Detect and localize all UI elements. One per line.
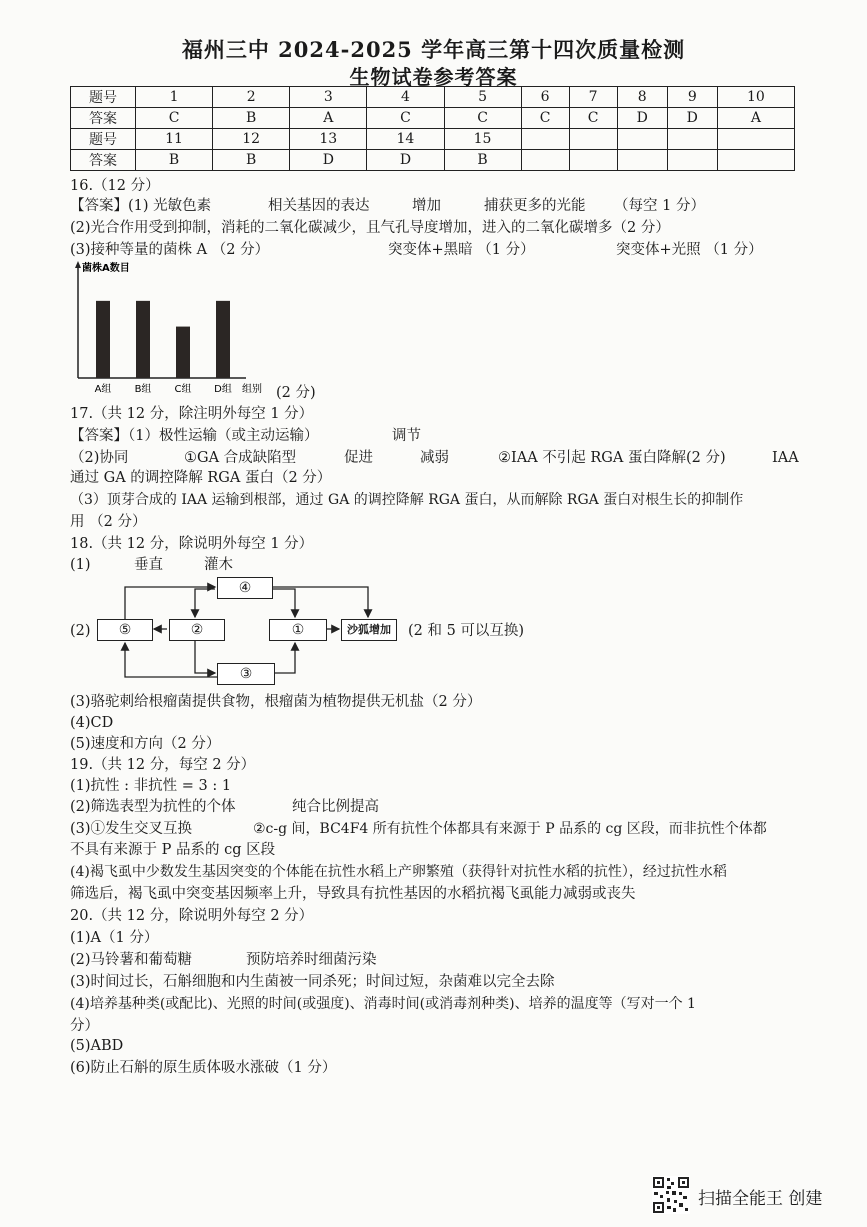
q20-answer-1: (1)A（1 分） — [70, 930, 159, 946]
q17-answer-2f: IAA — [772, 450, 799, 466]
table-cell — [667, 150, 717, 171]
q16-answer-1d: 捕获更多的光能 — [484, 198, 586, 214]
q19-heading: 19.（共 12 分，每空 2 分） — [70, 757, 256, 773]
table-cell: 12 — [213, 129, 290, 150]
table-cell: B — [213, 108, 290, 129]
table-cell: 5 — [444, 87, 521, 108]
q19-answer-1: (1)抗性 : 非抗性 = 3 : 1 — [70, 778, 232, 794]
table-cell: B — [213, 150, 290, 171]
x-tick-label: B组 — [134, 384, 152, 395]
footer-watermark: 扫描全能王 创建 — [698, 1189, 823, 1209]
qr-code-icon — [652, 1176, 690, 1214]
table-cell — [569, 150, 617, 171]
q20-answer-2b: 预防培养时细菌污染 — [246, 952, 377, 968]
x-tick-label: C组 — [174, 384, 192, 395]
bar-3 — [176, 327, 190, 378]
q17-answer-2a: （2)协同 — [70, 450, 129, 466]
table-cell: C — [569, 108, 617, 129]
table-cell: 15 — [444, 129, 521, 150]
q19-answer-2a: (2)筛选表型为抗性的个体 — [70, 799, 236, 815]
table-cell: C — [367, 108, 444, 129]
table-row — [71, 108, 795, 129]
node-4: ④ — [217, 577, 273, 599]
q16-answer-1c: 增加 — [412, 198, 441, 214]
table-cell: 题号 — [71, 129, 136, 150]
q20-answer-2a: (2)马铃薯和葡萄糖 — [70, 952, 193, 968]
q17-answer-2c: 促进 — [344, 450, 373, 466]
x-axis-label: 组别 — [242, 384, 262, 395]
y-axis-arrow — [75, 261, 81, 268]
table-cell — [521, 150, 569, 171]
table-cell — [521, 129, 569, 150]
table-cell: A — [290, 108, 367, 129]
table-cell: 7 — [569, 87, 617, 108]
table-cell: D — [667, 108, 717, 129]
node-1: ① — [269, 619, 327, 641]
q20-heading: 20.（共 12 分，除说明外每空 2 分） — [70, 908, 314, 924]
table-cell: 14 — [367, 129, 444, 150]
table-cell: D — [617, 108, 667, 129]
table-cell: 1 — [136, 87, 213, 108]
q17-answer-1b: 调节 — [392, 428, 421, 444]
node-5: ⑤ — [97, 619, 153, 641]
q19-answer-2b: 纯合比例提高 — [292, 799, 379, 815]
table-cell: 6 — [521, 87, 569, 108]
y-axis-label: 菌株A数目 — [82, 263, 130, 274]
q16-answer-1: 【答案】(1) 光敏色素 — [70, 198, 212, 214]
q16-answer-1b: 相关基因的表达 — [268, 198, 370, 214]
q17-answer-3: 通过 GA 的调控降解 RGA 蛋白（2 分） — [70, 470, 332, 486]
table-cell: B — [444, 150, 521, 171]
q17-answer-5: 用 （2 分） — [70, 514, 147, 530]
q16-answer-1e: （每空 1 分） — [614, 198, 705, 214]
q18-answer-1c: 灌木 — [204, 557, 233, 573]
table-cell — [667, 129, 717, 150]
q16-answer-3c: 突变体+光照 （1 分） — [616, 242, 763, 258]
table-row — [71, 129, 795, 150]
table-cell: 答案 — [71, 108, 136, 129]
table-cell: C — [521, 108, 569, 129]
q16-answer-2: (2)光合作用受到抑制，消耗的二氧化碳减少，且气孔导度增加，进入的二氧化碳增多（2 分） — [70, 220, 670, 236]
q18-diagram-note: (2 和 5 可以互换) — [408, 623, 525, 639]
q19-answer-3b: ②c-g 间，BC4F4 所有抗性个体都具有来源于 P 品系的 cg 区段，而非抗性个体都 — [253, 821, 767, 837]
q16-chart-score: (2 分) — [276, 385, 316, 401]
page-subtitle: 生物试卷参考答案 — [349, 65, 518, 89]
bar-chart — [68, 258, 278, 398]
node-2: ② — [169, 619, 225, 641]
q18-answer-1a: (1) — [70, 557, 91, 573]
table-cell: C — [444, 108, 521, 129]
q20-answer-5: 分） — [70, 1018, 99, 1034]
table-cell: 3 — [290, 87, 367, 108]
table-cell — [617, 150, 667, 171]
q18-answer-5: (5)速度和方向（2 分） — [70, 736, 221, 752]
bar-4 — [216, 301, 230, 378]
table-cell: 13 — [290, 129, 367, 150]
table-cell — [617, 129, 667, 150]
q16-heading: 16.（12 分） — [70, 178, 160, 194]
q17-answer-1a: 【答案】（1）极性运输（或主动运输） — [70, 428, 319, 444]
q18-answer-1b: 垂直 — [134, 557, 163, 573]
table-cell: D — [367, 150, 444, 171]
table-cell: 2 — [213, 87, 290, 108]
q16-answer-3b: 突变体+黑暗 （1 分） — [388, 242, 535, 258]
q17-heading: 17.（共 12 分，除注明外每空 1 分） — [70, 406, 314, 422]
q16-answer-3a: (3)接种等量的菌株 A （2 分） — [70, 242, 270, 258]
q17-answer-2e: ②IAA 不引起 RGA 蛋白降解(2 分) — [498, 450, 726, 466]
q20-answer-4: (4)培养基种类(或配比)、光照的时间(或强度)、消毒时间(或消毒剂种类)、培养的温度等（写对一个 1 — [70, 996, 696, 1012]
q17-answer-4: （3）顶芽合成的 IAA 运输到根部，通过 GA 的调控降解 RGA 蛋白，从而解除 RGA 蛋白对根生长的抑制作 — [70, 492, 744, 508]
q19-answer-4: 不具有来源于 P 品系的 cg 区段 — [70, 842, 276, 858]
table-row — [71, 87, 795, 108]
q18-answer-2: (2) — [70, 623, 91, 639]
x-tick-label: A组 — [94, 384, 112, 395]
table-cell: 4 — [367, 87, 444, 108]
table-cell: 题号 — [71, 87, 136, 108]
q18-answer-3: (3)骆驼刺给根瘤菌提供食物，根瘤菌为植物提供无机盐（2 分） — [70, 694, 482, 710]
table-cell: A — [717, 108, 794, 129]
table-cell — [717, 129, 794, 150]
q18-answer-4: (4)CD — [70, 715, 114, 731]
table-cell: C — [136, 108, 213, 129]
page-title: 福州三中 2024-2025 学年高三第十四次质量检测 — [181, 37, 686, 62]
table-cell — [717, 150, 794, 171]
answer-table — [70, 86, 795, 171]
table-cell: 10 — [717, 87, 794, 108]
x-tick-label: D组 — [214, 384, 232, 395]
q20-answer-6: (5)ABD — [70, 1038, 124, 1054]
q19-answer-3a: (3)①发生交叉互换 — [70, 821, 193, 837]
table-cell: D — [290, 150, 367, 171]
q17-answer-2b: ①GA 合成缺陷型 — [184, 450, 297, 466]
q17-answer-2d: 减弱 — [420, 450, 449, 466]
q20-answer-3: (3)时间过长，石斛细胞和内生菌被一同杀死；时间过短，杂菌难以完全去除 — [70, 974, 555, 990]
node-3: ③ — [217, 663, 275, 685]
table-cell: 8 — [617, 87, 667, 108]
q18-heading: 18.（共 12 分，除说明外每空 1 分） — [70, 536, 314, 552]
table-cell: 11 — [136, 129, 213, 150]
q19-answer-6: 筛选后，褐飞虱中突变基因频率上升，导致具有抗性基因的水稻抗褐飞虱能力减弱或丧失 — [70, 886, 636, 902]
q20-answer-7: (6)防止石斛的原生质体吸水涨破（1 分） — [70, 1060, 337, 1076]
table-row — [71, 150, 795, 171]
bar-1 — [96, 301, 110, 378]
bar-2 — [136, 301, 150, 378]
table-cell: 9 — [667, 87, 717, 108]
table-cell: B — [136, 150, 213, 171]
food-web-diagram — [95, 575, 435, 687]
q19-answer-5: (4)褐飞虱中少数发生基因突变的个体能在抗性水稻上产卵繁殖（获得针对抗性水稻的抗性），经过抗性水稻 — [70, 864, 727, 880]
node-target: 沙狐增加 — [341, 619, 397, 641]
table-cell: 答案 — [71, 150, 136, 171]
table-cell — [569, 129, 617, 150]
